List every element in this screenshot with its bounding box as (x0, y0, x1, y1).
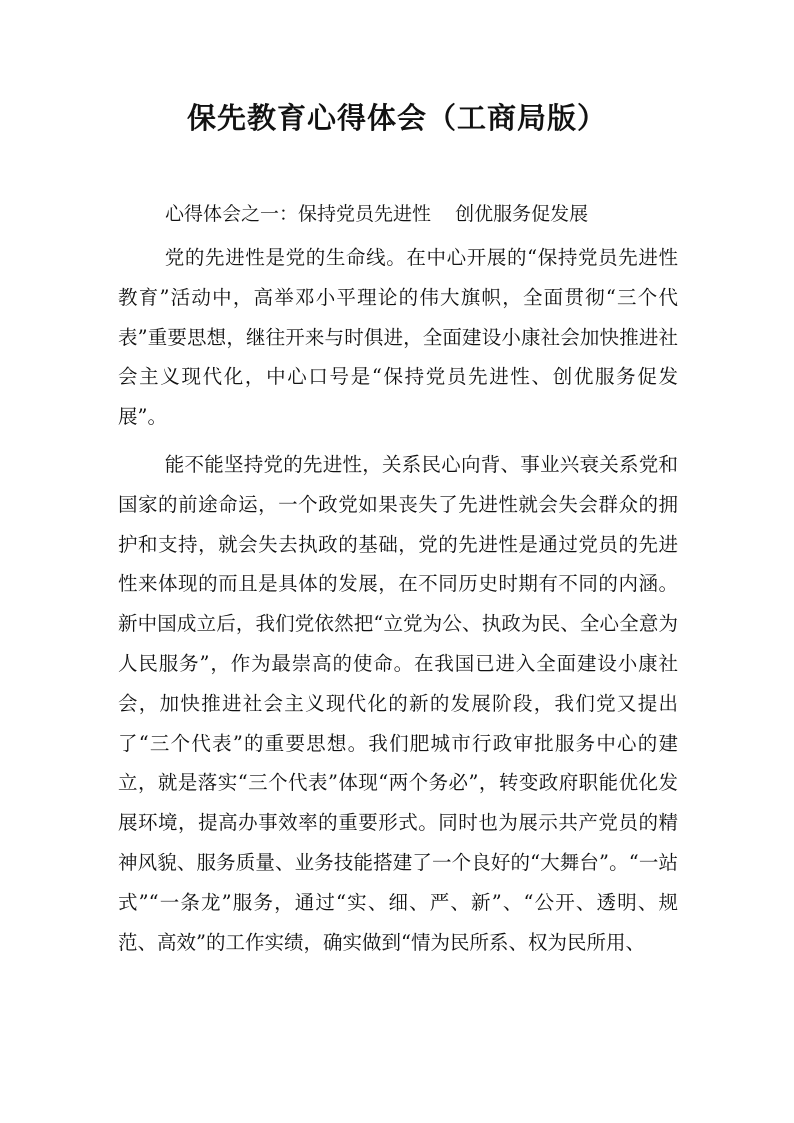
paragraph-2: 能不能坚持党的先进性，关系民心向背、事业兴衰关系党和国家的前途命运，一个政党如果丧失了先进性就会失会群众的拥护和支持，就会失去执政的基础，党的先进性是通过党员的先进性来体现的而且是具体的发展，在不同历史时期有不同的内涵。新中国成立后，我们党依然把“立党为公、执政为民、全心全意为人民服务”，作为最崇高的使命。在我国已进入全面建设小康社会，加快推进社会主义现代化的新的发展阶段，我们党又提出了“三个代表”的重要思想。我们肥城市行政审批服务中心的建立，就是落实“三个代表”体现“两个务必”，转变政府职能优化发展环境，提高办事效率的重要形式。同时也为展示共产党员的精神风貌、服务质量、业务技能搭建了一个良好的“大舞台”。“一站式”“一条龙”服务，通过“实、细、严、新”、“公开、透明、规范、高效”的工作实绩，确实做到“情为民所系、权为民所用、 (118, 453, 678, 954)
document-subtitle: 心得体会之一：保持党员先进性 创优服务促发展 (165, 203, 589, 225)
document-title: 保先教育心得体会（工商局版） (186, 101, 607, 135)
paragraph-1: 党的先进性是党的生命线。在中心开展的“保持党员先进性教育”活动中，高举邓小平理论的伟大旗帜，全面贯彻“三个代表”重要思想，继往开来与时俱进，全面建设小康社会加快推进社会主义现代化，中心口号是“保持党员先进性、创优服务促发展”。 (118, 246, 678, 429)
